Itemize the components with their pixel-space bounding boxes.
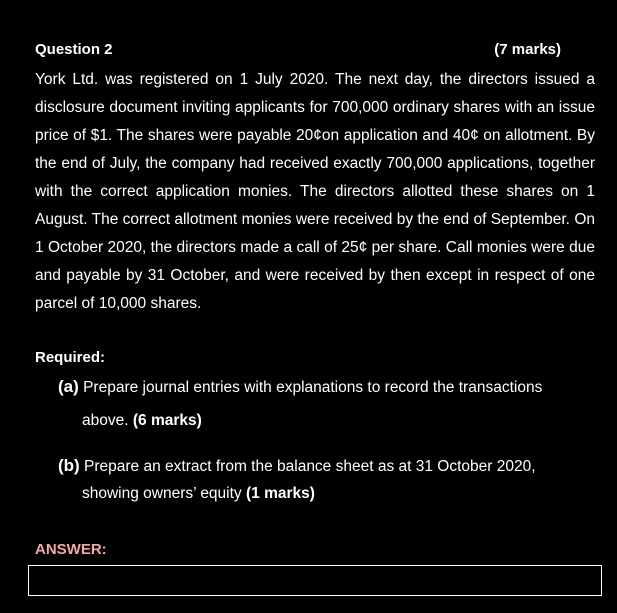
part-a-letter: (a) (58, 377, 79, 396)
question-paragraph: York Ltd. was registered on 1 July 2020. The next day, the directors issued a disclosure document inviting applicants for 700,000 ordinary shares with an issue price of $1. The shares were payable 20¢on application and 40¢ on allotment. By the end of July, the company had received exactly 700,000 applications, together with the correct application monies. The directors allotted these shares on 1 August. The correct allotment monies were received by the end of September. On 1 October 2020, the directors made a call of 25¢ per share. Call monies were due and payable by 31 October, and were received by then except in respect of one parcel of 10,000 shares. (35, 71, 595, 312)
question-marks: (7 marks) (494, 41, 561, 58)
part-a-marks: (6 marks) (132, 412, 202, 429)
question-title: Question 2 (35, 41, 113, 58)
required-heading: Required: (35, 349, 106, 366)
part-b-text: Prepare an extract from the balance sheet as at 31 October 2020, (84, 458, 536, 475)
part-b-marks: (1 marks) (246, 485, 315, 502)
part-b-continuation: showing owners’ equity (82, 485, 242, 502)
part-b-letter: (b) (58, 456, 80, 475)
answer-input-box[interactable] (28, 565, 602, 596)
answer-label: ANSWER: (35, 541, 107, 558)
part-b (58, 455, 588, 505)
part-a-text: Prepare journal entries with explanations to record the transactions (83, 379, 543, 396)
part-a (58, 376, 588, 432)
question-header (35, 41, 561, 58)
part-a-continuation: above. (82, 412, 129, 429)
question-body (35, 66, 595, 318)
